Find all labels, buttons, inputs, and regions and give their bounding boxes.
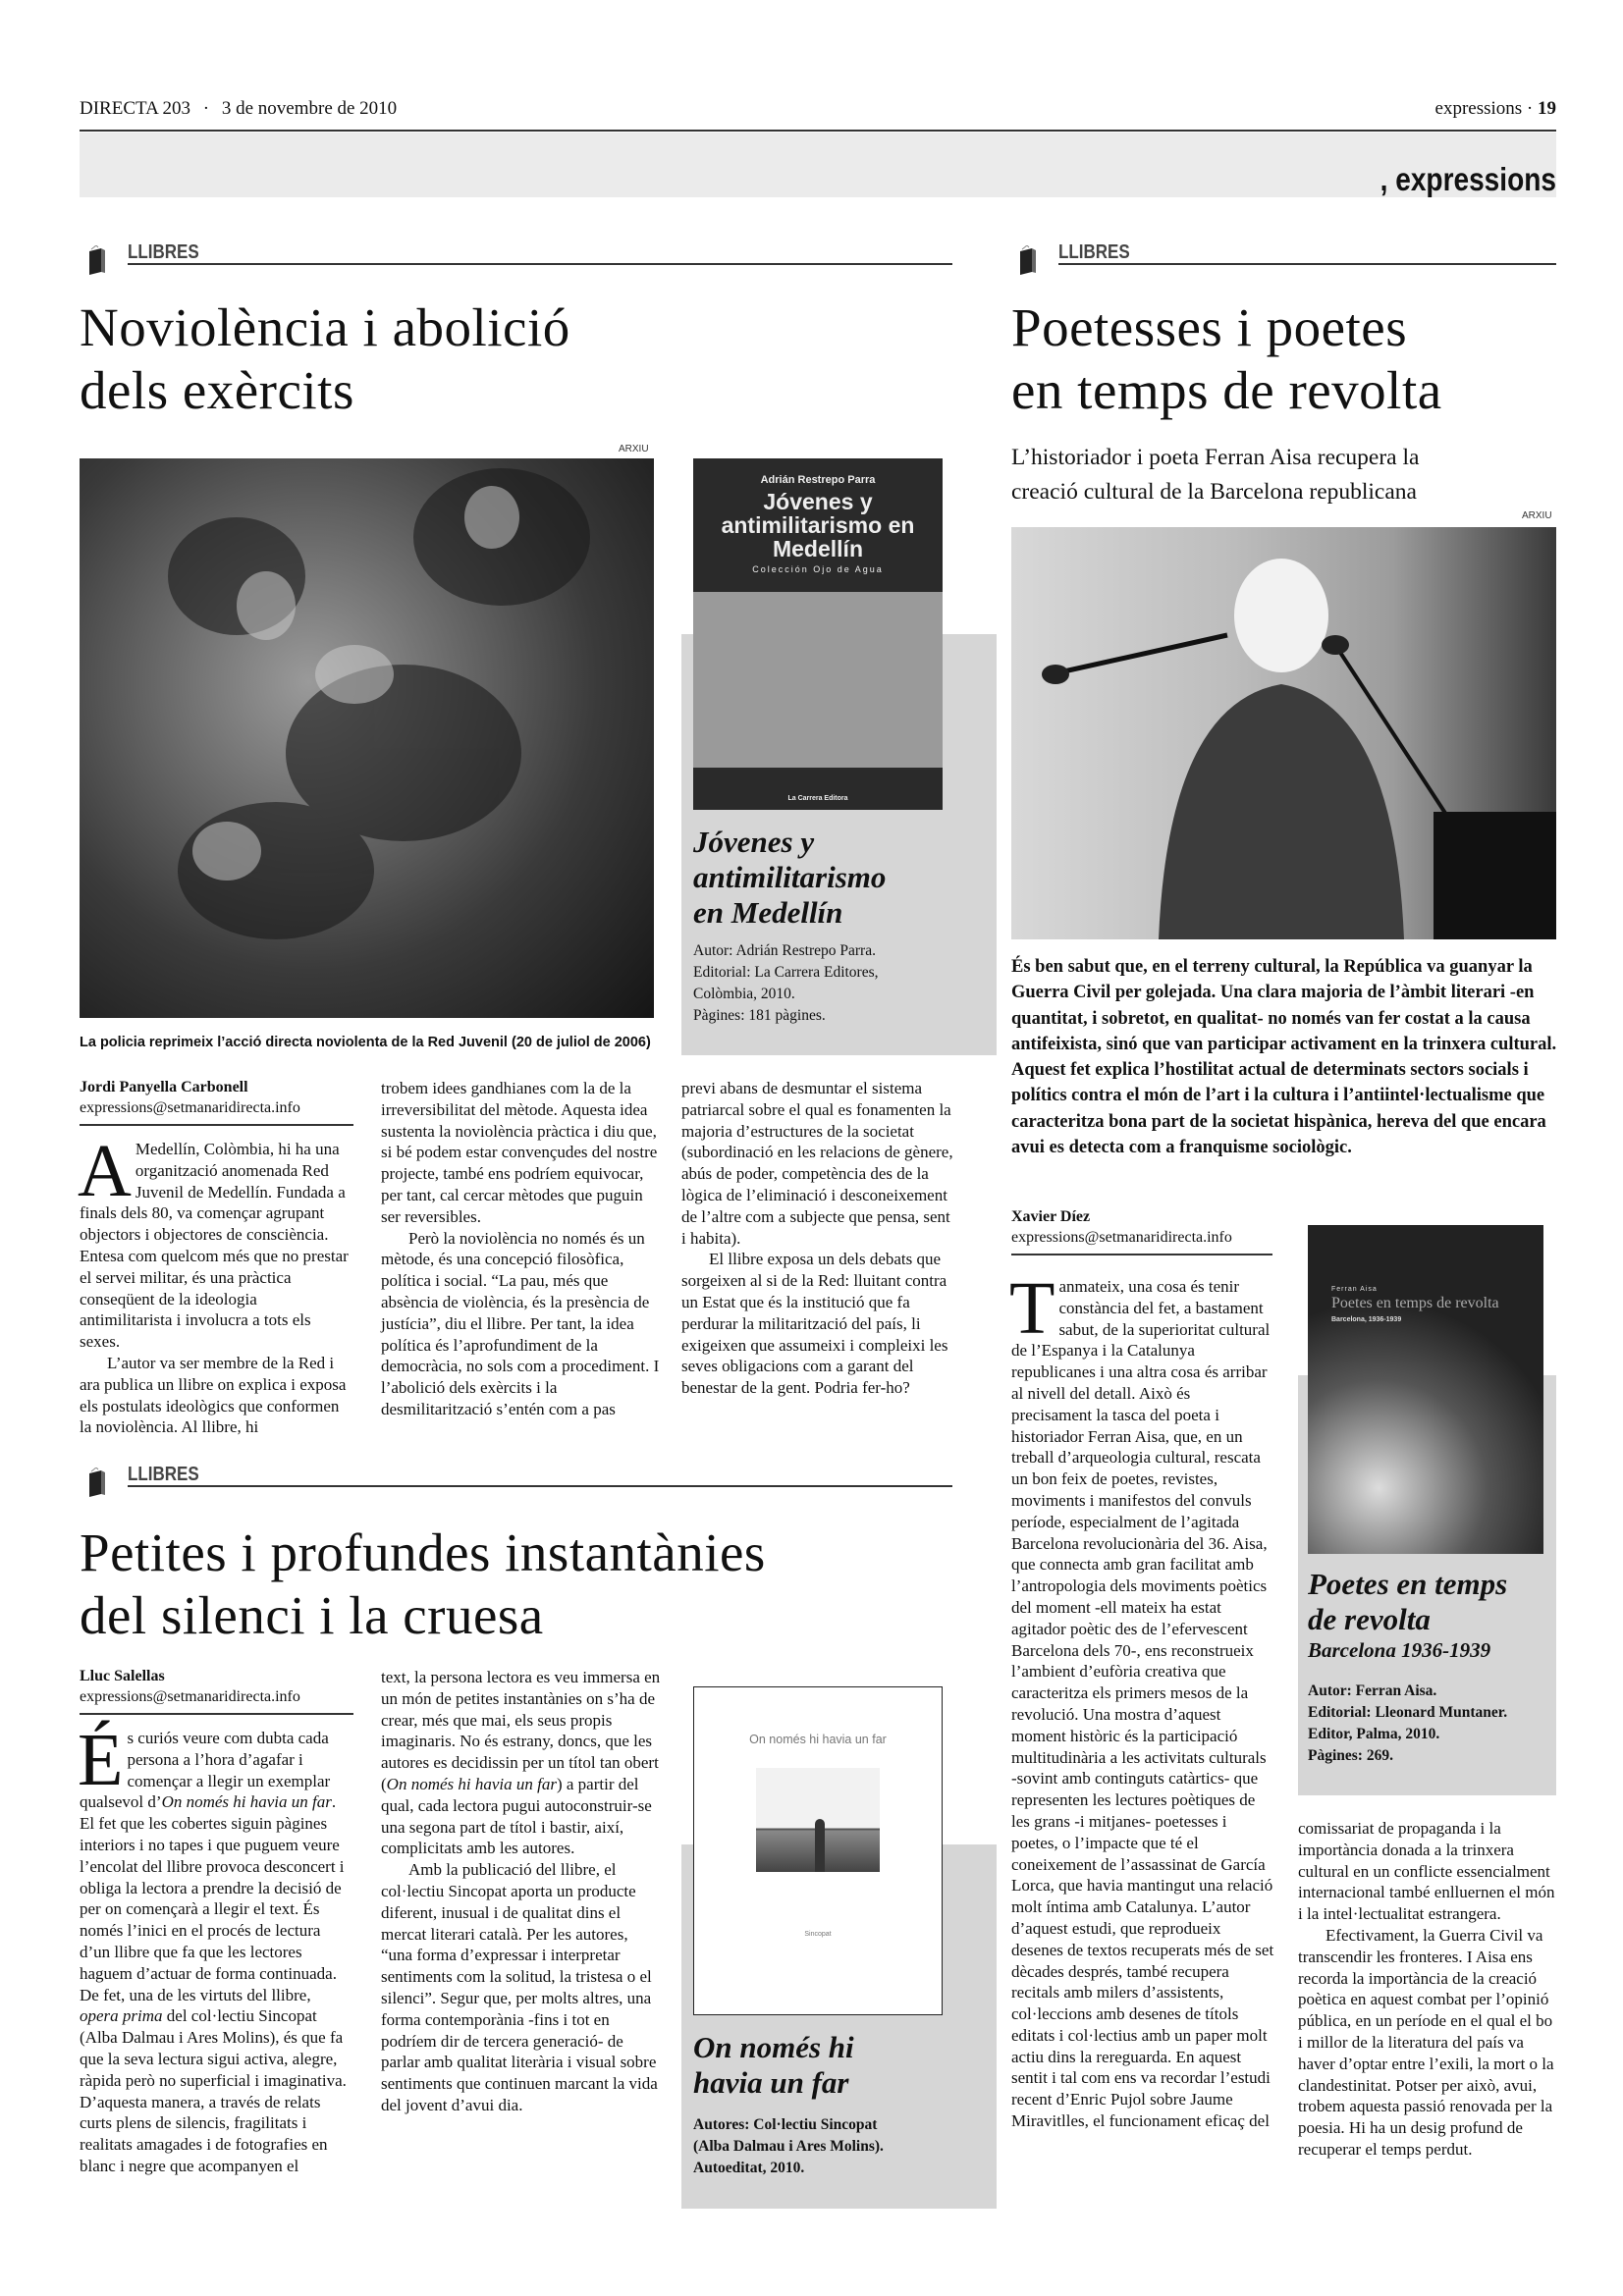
paragraph xyxy=(1298,1818,1561,1925)
book-cover-jovenes xyxy=(693,458,943,810)
paragraph xyxy=(681,1078,956,1249)
book-place-year: Editor, Palma, 2010. xyxy=(1308,1726,1440,1742)
book-details xyxy=(693,2114,988,2179)
paragraph xyxy=(1009,1267,1274,2132)
book-publisher-year: Autoeditat, 2010. xyxy=(693,2160,805,2176)
photo-figures xyxy=(80,458,654,1018)
photo-ferran-aisa xyxy=(1011,527,1556,939)
drop-cap: É xyxy=(78,1719,124,1801)
article-lead: És ben sabut que, en el terreny cultural, la República va guanyar la Guerra Civil per golejada. Una clara majoria de l’àmbit literari -en quantitat, i sobretot, en qualitat- no només van fer costat a la causa antifeixista, sinó que van participar activament en la trinxera cultural. Aquest fet explica l’hostilitat actual de determinats sectors socials i polítics contra el món de l’art i la cultura i l’antiintel·lectualisme que caracteritza bona part de la societat hispànica, hereva del que encara avui es detecta com a franquisme sociològic. xyxy=(1011,957,1557,1158)
text-run: Però la noviolència no només és un mètode, és una concepció filosòfica, política i social. “La pau, més que absència de violència, és la presència de justícia”, diu el llibre. Per tant, la idea política és l’aprofundiment de la democràcia, no sols com a procediment. I l’abolició dels exèrcits i la desmilitarització s’entén com a pas xyxy=(381,1228,660,1418)
article-column xyxy=(78,1130,353,1438)
book-cover-far xyxy=(693,1686,943,2015)
cover-collection: Colección Ojo de Agua xyxy=(752,564,884,574)
author-name: Jordi Panyella Carbonell xyxy=(80,1079,248,1095)
cover-publisher: La Carrera Editora xyxy=(787,795,848,802)
book-pages: Pàgines: 269. xyxy=(1308,1747,1393,1764)
section-banner-title: , expressions xyxy=(1380,161,1556,197)
section-banner xyxy=(80,133,1556,197)
paragraph xyxy=(681,1249,956,1399)
paragraph xyxy=(381,1078,661,1228)
italic-title-reference: opera prima xyxy=(80,2006,163,2026)
page-header-right xyxy=(1435,98,1556,120)
header-rule xyxy=(80,130,1556,132)
finger-shape xyxy=(815,1819,825,1872)
title-line: en temps de revolta xyxy=(1011,360,1442,420)
page-number: 19 xyxy=(1538,98,1556,119)
book-pages: Pàgines: 181 pàgines. xyxy=(693,1007,826,1024)
section-kicker: LLIBRES xyxy=(128,241,199,263)
cover-author: Adrián Restrepo Parra xyxy=(760,474,876,486)
article-column xyxy=(381,1667,661,2116)
book-place-year: Colòmbia, 2010. xyxy=(693,986,795,1002)
book-publisher: Editorial: La Carrera Editores, xyxy=(693,964,879,981)
article-title xyxy=(80,1522,766,1647)
drop-cap: T xyxy=(1009,1267,1055,1350)
book-subtitle: Barcelona 1936-1939 xyxy=(1308,1638,1491,1662)
article-title xyxy=(80,296,570,422)
author-name: Xavier Díez xyxy=(1011,1208,1091,1225)
photo-credit: ARXIU xyxy=(619,444,649,454)
title-line: del silenci i la cruesa xyxy=(80,1585,544,1645)
book-authors-names: (Alba Dalmau i Ares Molins). xyxy=(693,2138,884,2155)
section-name: expressions xyxy=(1434,98,1523,119)
text-run: s curiós veure com dubta cada persona a l’hora d’agafar i començar a llegir un exemplar qualsevol d’ xyxy=(80,1729,331,1812)
article-column xyxy=(681,1078,956,1399)
page-header-left xyxy=(80,98,397,120)
kicker-rule xyxy=(1058,263,1556,265)
book-details xyxy=(1308,1681,1553,1767)
book-info xyxy=(693,2030,988,2179)
paragraph xyxy=(80,1353,353,1438)
author-email[interactable]: expressions@setmanaridirecta.info xyxy=(1011,1229,1232,1246)
title-line: Petites i profundes instantànies xyxy=(80,1522,766,1582)
byline xyxy=(80,1077,353,1126)
kicker-rule xyxy=(128,1485,952,1487)
book-title: Poetes en temps de revolta xyxy=(1308,1567,1508,1636)
text-run: Medellín, Colòmbia, hi ha una organització anomenada Red Juvenil de Medellín. Fundada a finals dels 80, va començar agrupant objectors i objectores de consciència. Entesa com quelcom més que no prestar el servei militar, és una pràctica conseqüent de la ideologia antimilitarista i involucra a tots els sexes. xyxy=(80,1140,349,1352)
cover-title: Poetes en temps de revolta xyxy=(1331,1295,1499,1311)
cover-publisher: Sincopat xyxy=(804,1931,832,1938)
cover-subtitle: Barcelona, 1936-1939 xyxy=(1331,1316,1402,1323)
text-run: anmateix, una cosa és tenir constància del fet, a bastament sabut, de la superioritat cultural de l’Espanya i la Catalunya republicanes i una altra cosa és arribar al nivell del detall. Això és precisament la tasca del poeta i historiador Ferran Aisa, que, en un treball d’arqueologia cultural, rescata un bon feix de poetes, revistes, moviments i manifestos del convuls període, especialment de l’agitada Barcelona revolucionària del 36. Aisa, que connecta amb gran facilitat amb l’antropologia dels moviments poètics del moment -ell mateix ha estat agitador poètic des de l’efervescent Barcelona dels 70-, ens reconstrueix l’ambient d’eufòria creativa que caracteritza els primers mesos de la revolució. Una mostra d’aquest moment històric és la participació multitudinària a les activitats culturals -sovint amb continguts catàrtics- que representen les lectures poètiques de les grans -i mitjanes- poetesses i poetes, o l’impacte que té el coneixement de l’assassinat de García Lorca, que havia mantingut una relació molt íntima amb Catalunya. L’autor d’aquest estudi, que reprodueix desenes de textos recuperats més de set dècades després, també recupera recitals amb milers d’assistents, col·leccions amb desenes de títols editats i col·lectius amb un paper molt actiu dins la rereguarda. En aquest sentit i tal com ens va recordar l’estudi recent d’Enric Pujol sobre Jaume Miravitlles, el funcionament eficaç del xyxy=(1011,1277,1274,2131)
section-kicker: LLIBRES xyxy=(1058,241,1130,263)
cover-photo-sea xyxy=(756,1768,880,1872)
cover-title: On només hi havia un far xyxy=(749,1733,887,1746)
author-name: Lluc Salellas xyxy=(80,1668,165,1684)
article-subtitle: L’historiador i poeta Ferran Aisa recupera la creació cultural de la Barcelona republicana xyxy=(1011,445,1420,505)
article-column xyxy=(381,1078,661,1420)
article-column xyxy=(1009,1267,1274,2132)
author-email[interactable]: expressions@setmanaridirecta.info xyxy=(80,1099,300,1116)
paragraph xyxy=(381,1667,661,1859)
italic-title-reference: On només hi havia un far xyxy=(161,1792,332,1812)
photo-caption: La policia reprimeix l’acció directa noviolenta de la Red Juvenil (20 de juliol de 2006) xyxy=(80,1035,651,1050)
byline xyxy=(80,1666,353,1715)
book-info xyxy=(693,825,988,1027)
photo-speaker xyxy=(1011,527,1556,939)
book-info xyxy=(1308,1567,1553,1767)
book-author: Autor: Ferran Aisa. xyxy=(1308,1682,1437,1699)
book-author: Autores: Col·lectiu Sincopat xyxy=(693,2116,878,2133)
book-cover-poetes xyxy=(1308,1225,1543,1554)
book-icon xyxy=(86,245,108,275)
publication-name: DIRECTA 203 xyxy=(80,98,191,119)
article-column xyxy=(78,1719,353,2177)
text-run: ) a partir del qual, cada lectora pugui autoconstruir-se una segona part de títol i bastir, així, complicitats amb les autores. xyxy=(381,1774,652,1858)
book-icon xyxy=(86,1468,108,1497)
text-run: trobem idees gandhianes com la de la irreversibilitat del mètode. Aquesta idea sustenta la noviolència pràctica i diu que, si bé podem estar convençudes del nostre projecte, també ens podríem equivocar, per tant, cal cercar mètodes que puguin ser reversibles. xyxy=(381,1079,658,1226)
book-details xyxy=(693,940,988,1027)
italic-title-reference: On només hi havia un far xyxy=(386,1774,557,1793)
book-publisher: Editorial: Lleonard Muntaner. xyxy=(1308,1704,1508,1721)
separator: · xyxy=(1526,98,1534,119)
separator: · xyxy=(202,98,210,119)
text-run: del col·lectiu Sincopat (Alba Dalmau i Ares Molins), és que fa que la seva lectura sigui activa, alegre, ràpida però no superficial i imaginativa. D’aquesta manera, a través de relats curts plens de silencis, fragilitats i realitats amagades i de fotografies en blanc i negre que acompanyen el xyxy=(80,2006,347,2175)
cover-author: Ferran Aisa xyxy=(1331,1286,1378,1293)
title-line: Noviolència i abolició xyxy=(80,297,570,357)
paragraph xyxy=(381,1228,661,1420)
title-line: Poetesses i poetes xyxy=(1011,297,1408,357)
paragraph xyxy=(381,1859,661,2116)
text-run: Amb la publicació del llibre, el col·lectiu Sincopat aporta un producte diferent, inusual i de qualitat dins el mercat literari català. Per les autores, “una forma d’expressar i interpretar sentiments com la solitud, la tristesa o el silenci”. Segur que, per molts altres, una forma contemporània -fins i tot en podríem dir de tercera generació- de parlar amb qualitat literària i visual sobre sentiments que continuen marcant la vida del jovent d’avui dia. xyxy=(381,1860,658,2114)
kicker-rule xyxy=(128,263,952,265)
photo-credit: ARXIU xyxy=(1522,510,1552,521)
cover-title: Jóvenes y antimilitarismo en Medellín xyxy=(721,489,915,561)
author-email[interactable]: expressions@setmanaridirecta.info xyxy=(80,1688,300,1705)
news-photo-police xyxy=(80,458,654,1018)
text-run: previ abans de desmuntar el sistema patriarcal sobre el qual es fonamenten la majoria d’estructures de la societat (subordinació en les relacions de gènere, abús de poder, competència des de la lògica de l’eliminació i desconeixement de l’altre com a subjecte que pensa, sent i habita). xyxy=(681,1079,953,1248)
text-run: . El fet que les cobertes siguin pàgines interiors i no tapes i que puguem veure l’encolat del llibre provoca desconcert i obliga la lectora a prendre la decisió de per on començarà a llegir el text. És només l’inici en el procés de lectura d’un llibre que fa que les lectores haguem d’actuar de forma continuada. De fet, una de les virtuts del llibre, xyxy=(80,1792,345,2004)
article-column xyxy=(1298,1818,1561,2161)
book-author: Autor: Adrián Restrepo Parra. xyxy=(693,942,876,959)
title-line: dels exèrcits xyxy=(80,360,354,420)
book-icon xyxy=(1017,245,1039,275)
text-run: El llibre exposa un dels debats que sorgeixen al si de la Red: lluitant contra un Estat que és la institució que fa perdurar la militarització del país, li exigeixen que assumeixi i compleixi les seves obligacions com a garant del benestar de la gent. Podria fer-ho? xyxy=(681,1250,948,1398)
byline xyxy=(1011,1206,1272,1255)
drop-cap: A xyxy=(78,1130,132,1212)
paragraph xyxy=(1298,1925,1561,2161)
text-run: comissariat de propaganda i la importància donada a la trinxera cultural en un conflicte essencialment internacional també enlluernen el món i la intel·lectualitat estrangera. xyxy=(1298,1819,1555,1924)
text-run: text, la persona lectora es veu immersa en un món de petites instantànies on s’ha de crear, més que mai, els seus propis imaginaris. No és estrany, doncs, que les autores es decidissin per un títol tan obert ( xyxy=(381,1668,661,1793)
article-title xyxy=(1011,296,1442,422)
book-title: Jóvenes y antimilitarismo en Medellín xyxy=(693,825,887,930)
text-run: L’autor va ser membre de la Red i ara publica un llibre on explica i exposa els postulats ideològics que conformen la noviolència. Al llibre, hi xyxy=(80,1353,347,1437)
text-run: Efectivament, la Guerra Civil va transcendir les fronteres. I Aisa ens recorda la importància de la creació poètica en aquest combat per l’opinió pública, en un període en el qual el bo i millor de la literatura del país va haver d’optar entre l’exili, la mort o la clandestinitat. Potser per això, avui, trobem aquesta passió renovada per la poesia. Hi ha un desig profund de recuperar el temps perdut. xyxy=(1298,1925,1554,2159)
issue-date: 3 de novembre de 2010 xyxy=(221,98,398,119)
paragraph xyxy=(78,1719,353,2177)
section-kicker: LLIBRES xyxy=(128,1464,199,1485)
book-title: On només hi havia un far xyxy=(693,2030,854,2100)
